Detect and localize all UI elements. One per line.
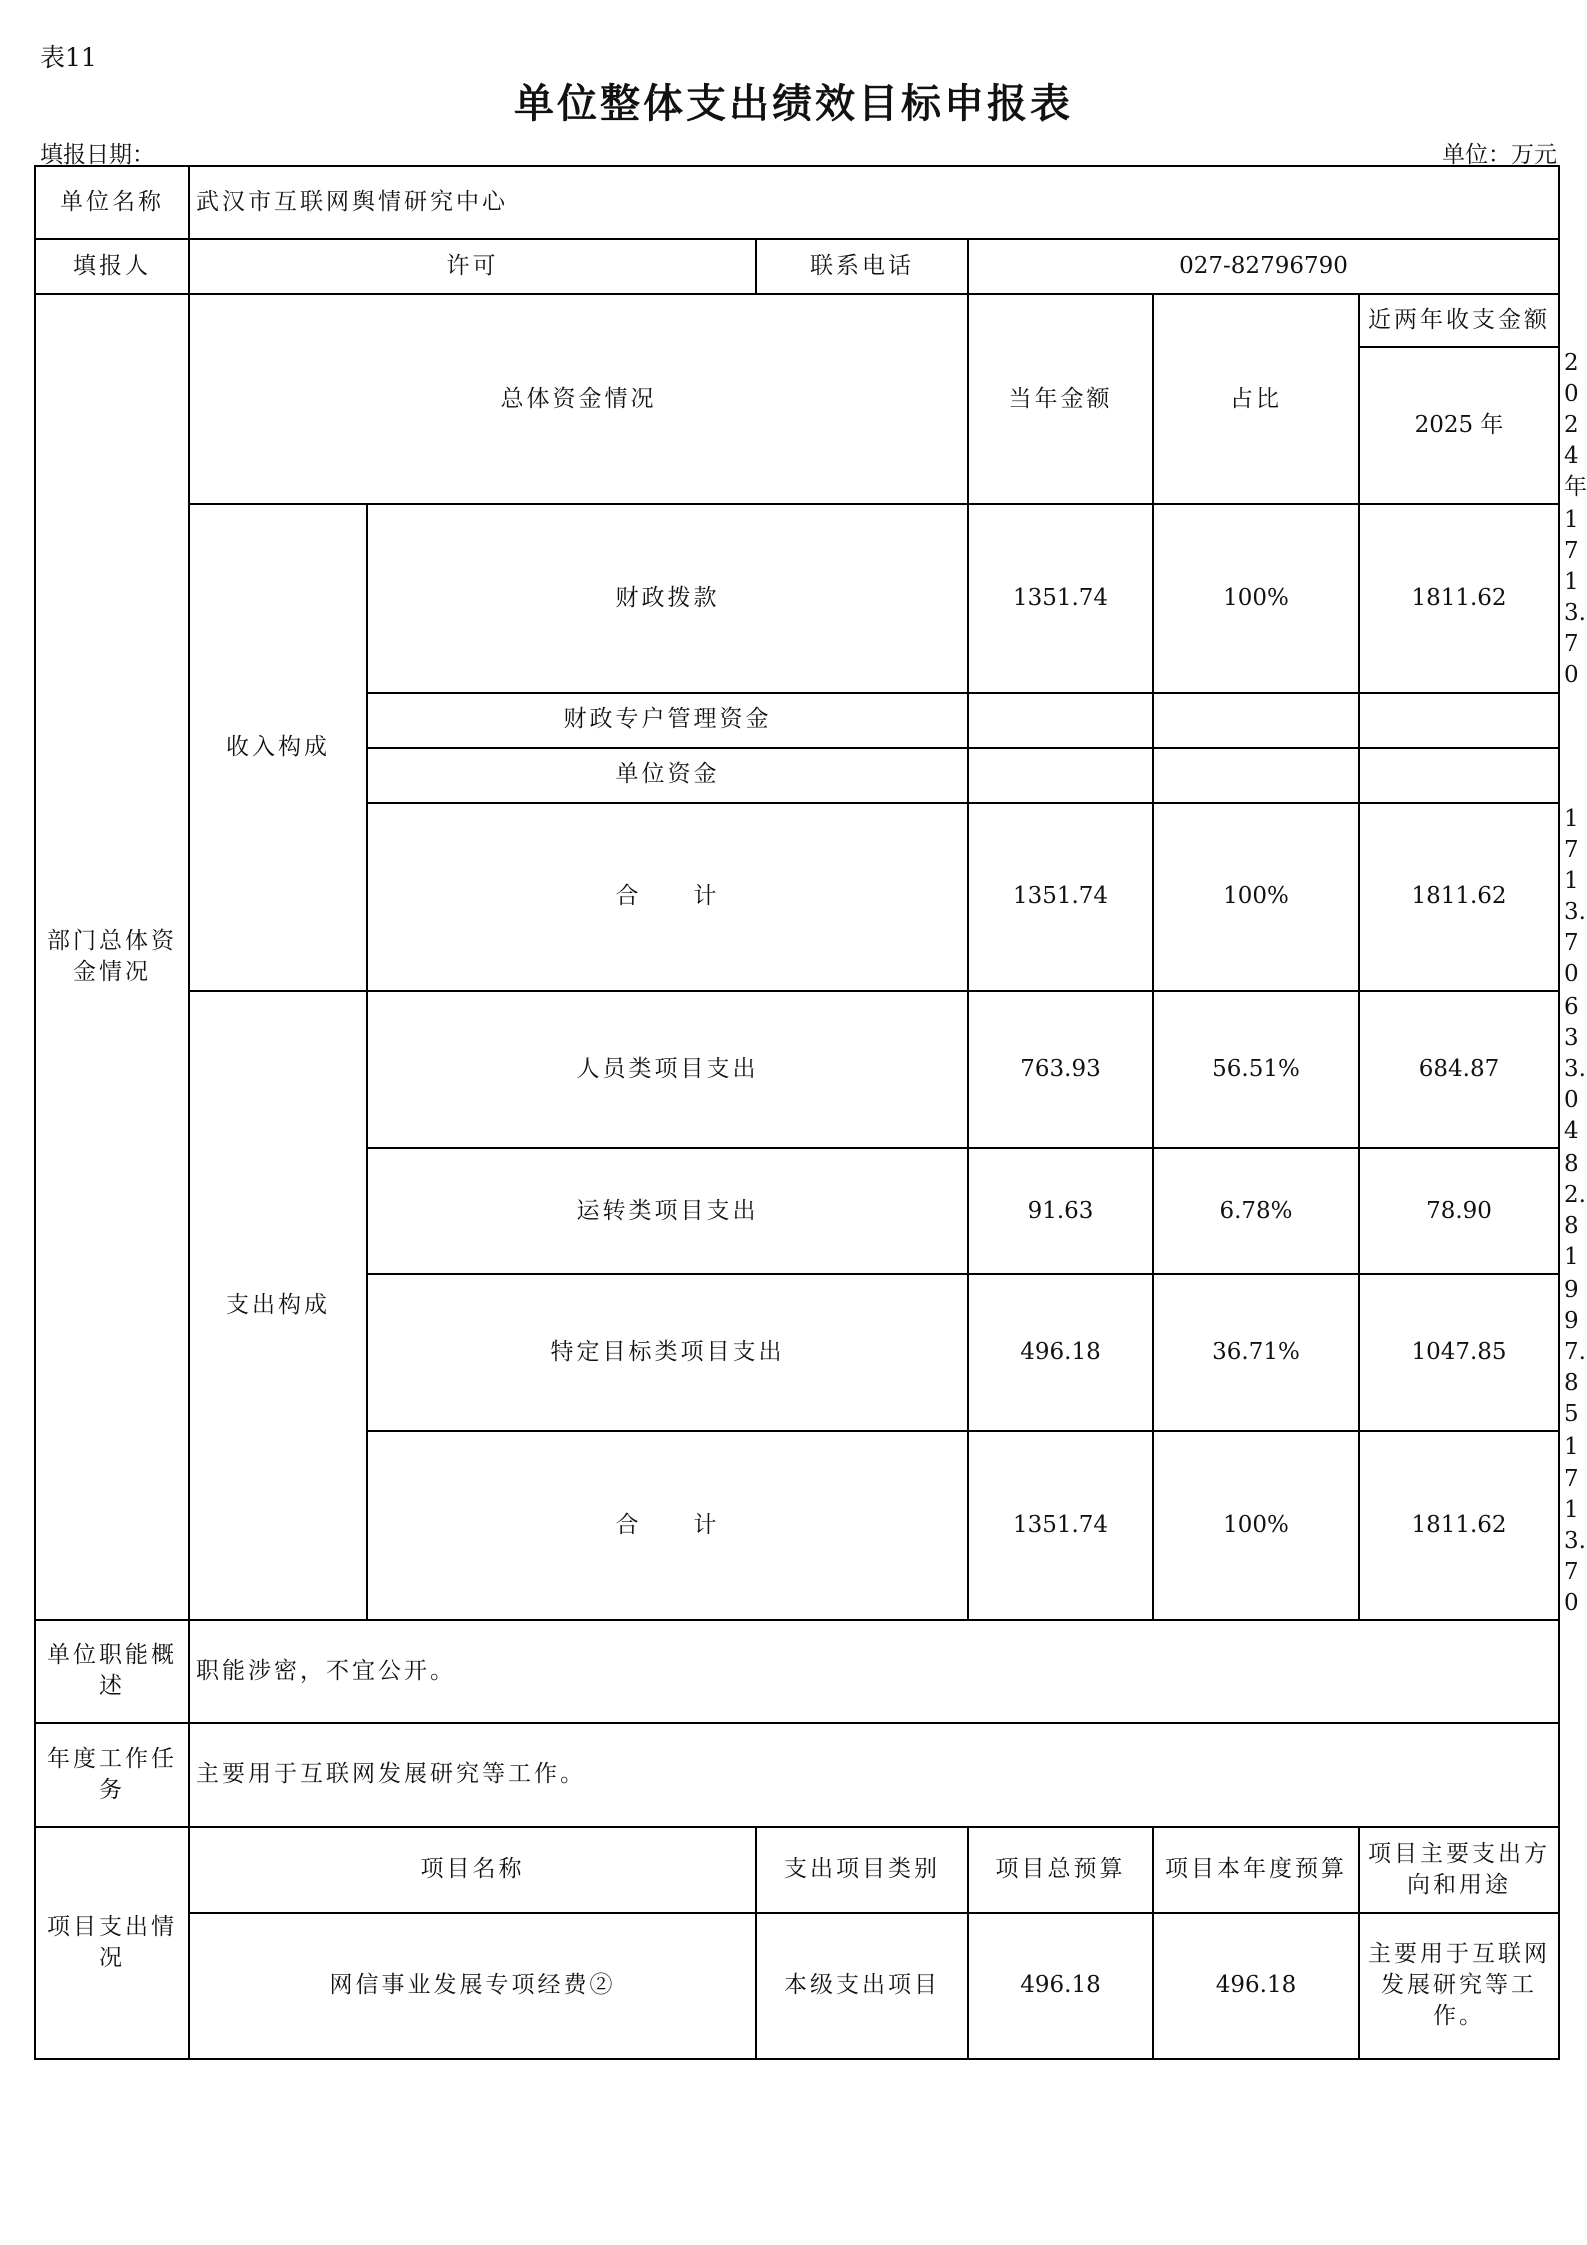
expense-current: 91.63 bbox=[968, 1148, 1153, 1274]
expense-total-label: 合 计 bbox=[367, 1431, 968, 1619]
funds-section-label: 部门总体资金情况 bbox=[35, 294, 189, 1620]
filler-row bbox=[35, 239, 1559, 294]
project-annual-budget: 496.18 bbox=[1153, 1913, 1359, 2059]
expense-row: 运转类项目支出 91.63 6.78% 78.90 82.81 bbox=[35, 1148, 1559, 1274]
expense-total-2025: 1811.62 bbox=[1359, 1431, 1559, 1619]
projects-header-row bbox=[35, 1827, 1559, 1913]
project-annual-budget-header: 项目本年度预算 bbox=[1153, 1827, 1359, 1913]
annual-tasks-label: 年度工作任务 bbox=[35, 1723, 189, 1827]
annual-tasks-row bbox=[35, 1723, 1559, 1827]
function-overview-label: 单位职能概述 bbox=[35, 1620, 189, 1723]
expense-item-name: 人员类项目支出 bbox=[367, 991, 968, 1148]
expense-ratio: 56.51% bbox=[1153, 991, 1359, 1148]
income-2025 bbox=[1359, 693, 1559, 748]
income-item-name: 财政拨款 bbox=[367, 504, 968, 692]
overall-funds-header: 总体资金情况 bbox=[189, 294, 968, 504]
expense-total-current: 1351.74 bbox=[968, 1431, 1153, 1619]
page-title: 单位整体支出绩效目标申报表 bbox=[514, 81, 1073, 127]
expense-2025: 684.87 bbox=[1359, 991, 1559, 1148]
income-item-name: 财政专户管理资金 bbox=[367, 693, 968, 748]
expense-row: 特定目标类项目支出 496.18 36.71% 1047.85 997.85 bbox=[35, 1274, 1559, 1431]
project-total-budget-header: 项目总预算 bbox=[968, 1827, 1153, 1913]
expense-group-label: 支出构成 bbox=[189, 991, 367, 1620]
expense-item-name: 特定目标类项目支出 bbox=[367, 1274, 968, 1431]
function-overview-row bbox=[35, 1620, 1559, 1723]
expense-total-ratio: 100% bbox=[1153, 1431, 1359, 1619]
table-number: 表11 bbox=[40, 43, 97, 72]
income-total-current: 1351.74 bbox=[968, 803, 1153, 991]
fill-date-label: 填报日期： bbox=[40, 142, 155, 168]
income-ratio: 100% bbox=[1153, 504, 1359, 692]
funds-header-row bbox=[35, 294, 1559, 347]
year-2025-header: 2025 年 bbox=[1359, 347, 1559, 504]
income-2025: 1811.62 bbox=[1359, 504, 1559, 692]
income-ratio bbox=[1153, 748, 1359, 803]
annual-tasks-value: 主要用于互联网发展研究等工作。 bbox=[189, 1723, 1559, 1827]
income-ratio bbox=[1153, 693, 1359, 748]
project-name: 网信事业发展专项经费② bbox=[189, 1913, 756, 2059]
income-current bbox=[968, 748, 1153, 803]
phone-label: 联系电话 bbox=[756, 239, 968, 294]
income-total-2025: 1811.62 bbox=[1359, 803, 1559, 991]
unit-name-value: 武汉市互联网舆情研究中心 bbox=[189, 166, 1559, 239]
expense-ratio: 6.78% bbox=[1153, 1148, 1359, 1274]
income-item-name: 单位资金 bbox=[367, 748, 968, 803]
income-total-label: 合 计 bbox=[367, 803, 968, 991]
filler-label: 填报人 bbox=[35, 239, 189, 294]
function-overview-value: 职能涉密，不宜公开。 bbox=[189, 1620, 1559, 1723]
expense-item-name: 运转类项目支出 bbox=[367, 1148, 968, 1274]
filler-value: 许可 bbox=[189, 239, 756, 294]
project-purpose: 主要用于互联网发展研究等工作。 bbox=[1359, 1913, 1559, 2059]
unit-name-label: 单位名称 bbox=[35, 166, 189, 239]
project-total-budget: 496.18 bbox=[968, 1913, 1153, 2059]
expense-2025: 78.90 bbox=[1359, 1148, 1559, 1274]
expense-current: 496.18 bbox=[968, 1274, 1153, 1431]
income-row: 收入构成 财政拨款 1351.74 100% 1811.62 1713.70 bbox=[35, 504, 1559, 692]
expense-2025: 1047.85 bbox=[1359, 1274, 1559, 1431]
income-total-row: 合 计 1351.74 100% 1811.62 1713.70 bbox=[35, 803, 1559, 991]
expense-current: 763.93 bbox=[968, 991, 1153, 1148]
expense-row: 支出构成 人员类项目支出 763.93 56.51% 684.87 633.04 bbox=[35, 991, 1559, 1148]
phone-value: 027-82796790 bbox=[968, 239, 1559, 294]
income-2025 bbox=[1359, 748, 1559, 803]
project-category-header: 支出项目类别 bbox=[756, 1827, 968, 1913]
project-category: 本级支出项目 bbox=[756, 1913, 968, 2059]
project-purpose-header: 项目主要支出方向和用途 bbox=[1359, 1827, 1559, 1913]
income-current bbox=[968, 693, 1153, 748]
expense-total-row: 合 计 1351.74 100% 1811.62 1713.70 bbox=[35, 1431, 1559, 1619]
years-header-row: 2025 年 2024 年 bbox=[35, 347, 1559, 504]
income-total-ratio: 100% bbox=[1153, 803, 1359, 991]
projects-section-label: 项目支出情况 bbox=[35, 1827, 189, 2059]
expense-ratio: 36.71% bbox=[1153, 1274, 1359, 1431]
current-amount-header: 当年金额 bbox=[968, 294, 1153, 504]
project-name-header: 项目名称 bbox=[189, 1827, 756, 1913]
project-row bbox=[35, 1913, 1559, 2059]
ratio-header: 占比 bbox=[1153, 294, 1359, 504]
performance-target-table bbox=[34, 165, 1587, 2060]
recent-two-years-header: 近两年收支金额 bbox=[1359, 294, 1559, 347]
income-group-label: 收入构成 bbox=[189, 504, 367, 991]
unit-label: 单位：万元 bbox=[1442, 142, 1557, 168]
unit-name-row bbox=[35, 166, 1559, 239]
income-current: 1351.74 bbox=[968, 504, 1153, 692]
